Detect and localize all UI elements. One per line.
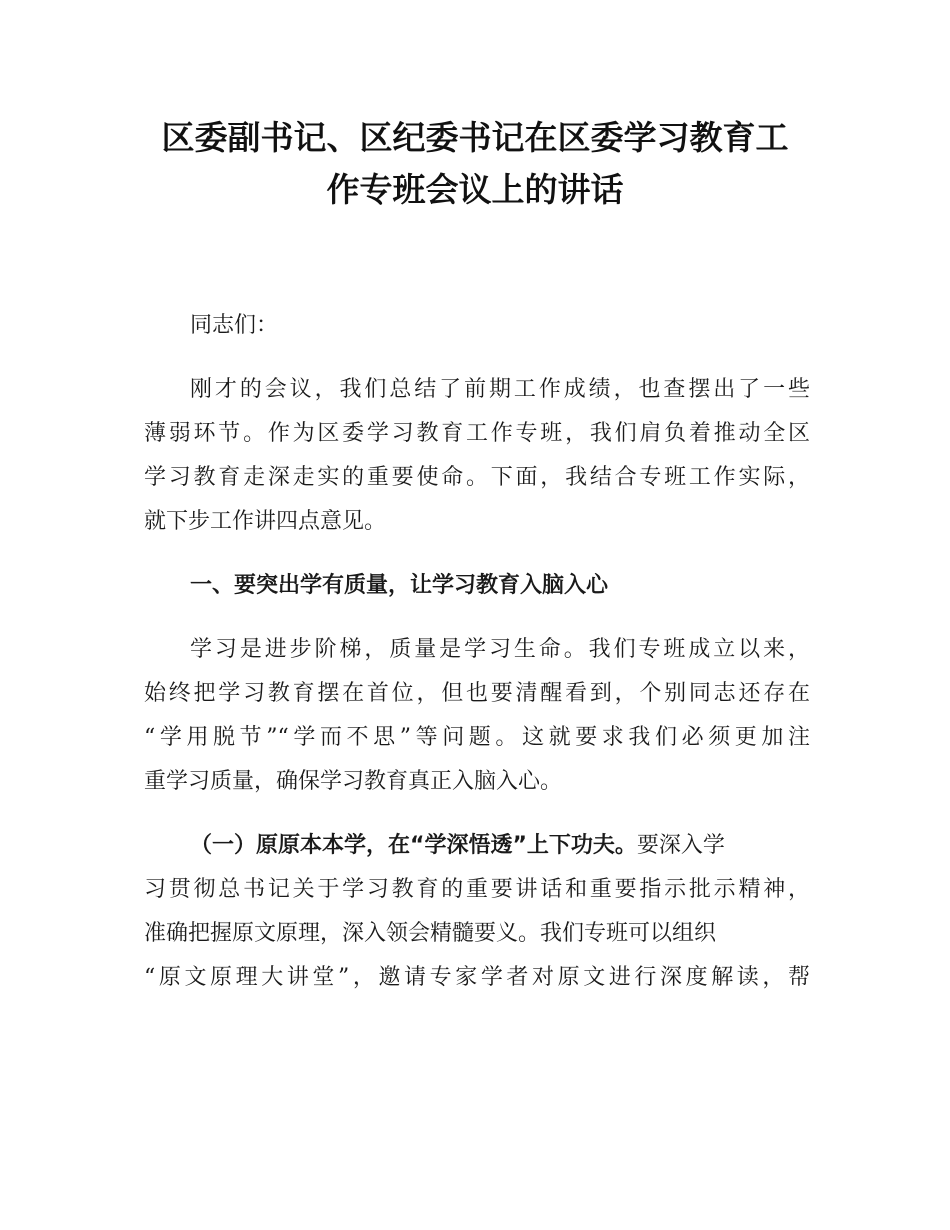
paragraph-line: 习贯彻总书记关于学习教育的重要讲话和重要指示批示精神，	[144, 877, 810, 902]
paragraph-line: 始终把学习教育摆在首位，但也要清醒看到，个别同志还存在	[144, 681, 810, 706]
title-line-2: 作专班会议上的讲话	[326, 170, 624, 209]
subsection-first-line	[144, 824, 810, 868]
document-title	[130, 112, 820, 216]
title-line-1: 区委副书记、区纪委书记在区委学习教育工	[161, 118, 789, 157]
paragraph-line: 学习教育走深走实的重要使命。下面，我结合专班工作实际，	[144, 465, 810, 490]
subsection1-paragraph	[144, 824, 810, 1000]
paragraph-line: 刚才的会议，我们总结了前期工作成绩，也查摆出了一些	[190, 377, 810, 402]
subsection-text: 要深入学	[636, 833, 725, 858]
section-heading: 一、要突出学有质量，让学习教育入脑入心	[190, 573, 609, 598]
paragraph-line: 学习是进步阶梯，质量是学习生命。我们专班成立以来，	[190, 637, 810, 662]
paragraph-line: “学用脱节”“学而不思”等问题。这就要求我们必须更加注	[144, 725, 810, 750]
paragraph-line: 准确把握原文原理，深入领会精髓要义。我们专班可以组织	[144, 921, 717, 946]
salutation: 同志们：	[190, 313, 279, 338]
paragraph-line: 重学习质量，确保学习教育真正入脑入心。	[144, 769, 563, 794]
document-body	[144, 304, 810, 1000]
paragraph-line: “原文原理大讲堂”，邀请专家学者对原文进行深度解读，帮	[144, 965, 810, 990]
subsection-heading: （一）原原本本学，在“学深悟透”上下功夫。	[190, 833, 637, 858]
paragraph-line: 薄弱环节。作为区委学习教育工作专班，我们肩负着推动全区	[144, 421, 810, 446]
paragraph-line: 就下步工作讲四点意见。	[144, 509, 387, 534]
section1-paragraph	[144, 628, 810, 804]
intro-paragraph	[144, 368, 810, 544]
